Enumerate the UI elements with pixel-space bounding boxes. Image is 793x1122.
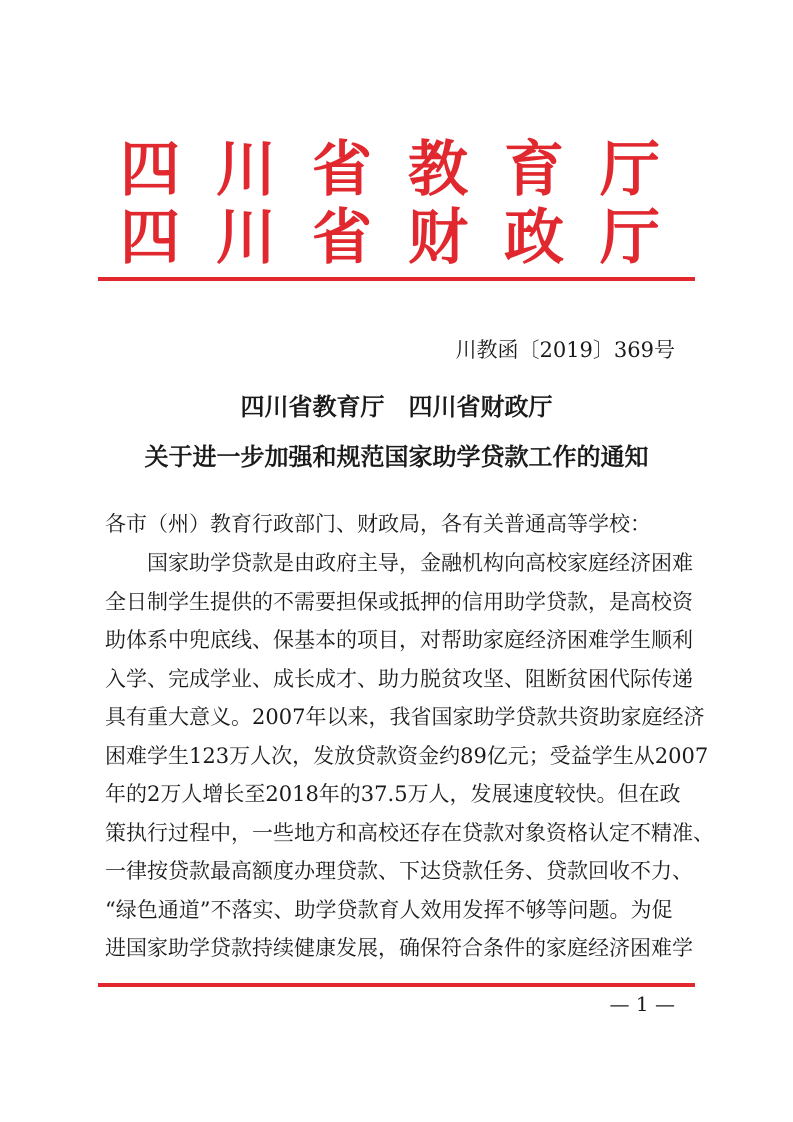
body-line: 策执行过程中，一些地方和高校还存在贷款对象资格认定不精准、 — [105, 820, 714, 845]
body-line: 国家助学贷款是由政府主导，金融机构向高校家庭经济困难 — [147, 551, 693, 575]
body-line: “绿色通道”不落实、助学贷款育人效用发挥不够等问题。为促 — [105, 897, 673, 922]
body-line: 困难学生123万人次，发放贷款资金约89亿元；受益学生从2007 — [105, 743, 709, 768]
addressee-line: 各市（州）教育行政部门、财政局，各有关普通高等学校： — [105, 512, 651, 536]
body-line: 具有重大意义。2007年以来，我省国家助学贷款共资助家庭经济 — [105, 705, 705, 729]
body-line: 入学、完成学业、成长成才、助力脱贫攻坚、阻断贫困代际传递 — [105, 666, 693, 691]
body-line: 年的2万人增长至2018年的37.5万人，发展速度较快。但在政 — [105, 782, 681, 806]
page-number: — 1 — — [609, 992, 675, 1016]
document-title-issuers: 四川省教育厅 四川省财政厅 — [240, 393, 553, 421]
body-line: 一律按贷款最高额度办理贷款、下达贷款任务、贷款回收不力、 — [105, 859, 693, 883]
body-line: 全日制学生提供的不需要担保或抵押的信用助学贷款，是高校资 — [105, 589, 693, 614]
document-title-subject: 关于进一步加强和规范国家助学贷款工作的通知 — [144, 443, 649, 471]
body-paragraph — [105, 544, 714, 968]
document-number: 川教函〔2019〕369号 — [455, 338, 675, 362]
red-separator-bottom — [98, 983, 695, 987]
issuer-header-education: 四川省教育厅 — [120, 135, 696, 205]
body-line: 助体系中兜底线、保基本的项目，对帮助家庭经济困难学生顺利 — [105, 628, 693, 652]
red-separator-top — [98, 277, 695, 281]
issuer-header-finance: 四川省财政厅 — [120, 203, 696, 273]
body-line: 进国家助学贷款持续健康发展，确保符合条件的家庭经济困难学 — [105, 936, 693, 960]
